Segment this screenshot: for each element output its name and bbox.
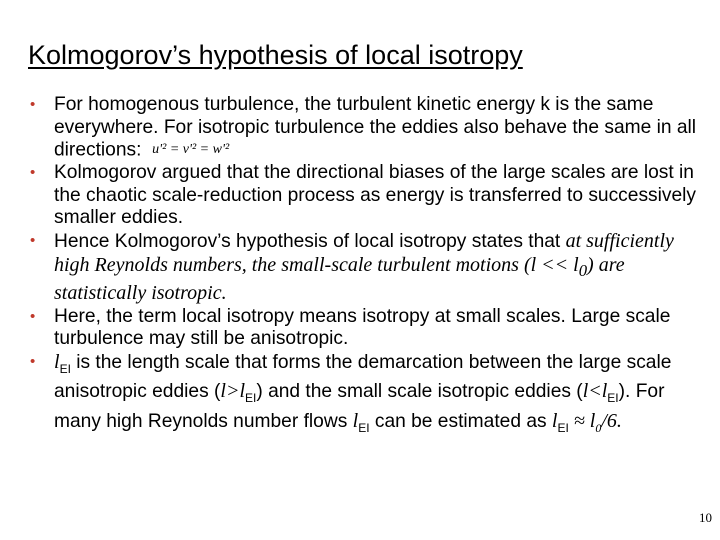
bullet-5-part2: ) and the small scale isotropic eddies ( bbox=[256, 381, 583, 403]
ei-sub: EI bbox=[245, 391, 257, 406]
ei-sub: EI bbox=[557, 420, 569, 435]
zero-sub: 0 bbox=[595, 420, 602, 435]
bullet-3-sub: 0 bbox=[578, 260, 588, 280]
bullet-4-text: Here, the term local isotropy means isotropy at small scales. Large scale turbulence may still be anisotropic. bbox=[54, 305, 671, 350]
bullet-dot-icon: • bbox=[30, 307, 36, 325]
bullet-5-part1: is the length scale that forms the demarcation between the large scale anisotropic eddies ( bbox=[54, 351, 672, 403]
bullet-2-text: Kolmogorov argued that the directional biases of the large scales are lost in the chaotic scale-reduction process as energy is transferred to successively smaller eddies. bbox=[54, 162, 697, 229]
bullet-list bbox=[30, 94, 700, 439]
slide-title: Kolmogorov’s hypothesis of local isotropy bbox=[28, 40, 523, 70]
l-symbol: l bbox=[551, 409, 558, 432]
bullet-item-1 bbox=[30, 94, 700, 162]
ei-sub: EI bbox=[607, 391, 619, 406]
six-expr: /6. bbox=[601, 409, 622, 432]
bullet-1-text: For homogenous turbulence, the turbulent kinetic energy k is the same everywhere. For isotropic turbulence the eddies also behave the same in all directions: bbox=[54, 94, 697, 161]
l-symbol: l bbox=[352, 409, 359, 432]
bullet-5-part3: ). For many high Reynolds number flows bbox=[54, 381, 665, 432]
bullet-item-3 bbox=[30, 230, 700, 306]
ei-sub: EI bbox=[358, 420, 370, 435]
bullet-item-4 bbox=[30, 306, 700, 351]
bullet-dot-icon: • bbox=[30, 164, 36, 182]
bullet-5-part4: can be estimated as bbox=[369, 410, 552, 432]
ei-sub: EI bbox=[59, 361, 71, 376]
bullet-item-5 bbox=[30, 351, 700, 439]
bullet-3-italic-main: at sufficiently high Reynolds numbers, the small-scale turbulent motions (l << l bbox=[54, 229, 674, 276]
page-number: 10 bbox=[699, 510, 712, 525]
lt-expr: l<l bbox=[582, 380, 608, 403]
bullet-dot-icon: • bbox=[30, 352, 36, 370]
isotropy-equation: u'² = v'² = w'² bbox=[152, 142, 230, 158]
bullet-dot-icon: • bbox=[30, 231, 36, 249]
bullet-dot-icon: • bbox=[30, 96, 36, 113]
bullet-3-italic-end: ) are statistically isotropic. bbox=[54, 253, 625, 305]
bullet-3-prefix: Hence Kolmogorov’s hypothesis of local isotropy states that bbox=[54, 230, 561, 252]
l-symbol: l bbox=[54, 350, 60, 373]
approx-expr: ≈ l bbox=[568, 409, 596, 432]
gt-expr: l>l bbox=[220, 380, 245, 403]
bullet-item-2 bbox=[30, 162, 700, 230]
